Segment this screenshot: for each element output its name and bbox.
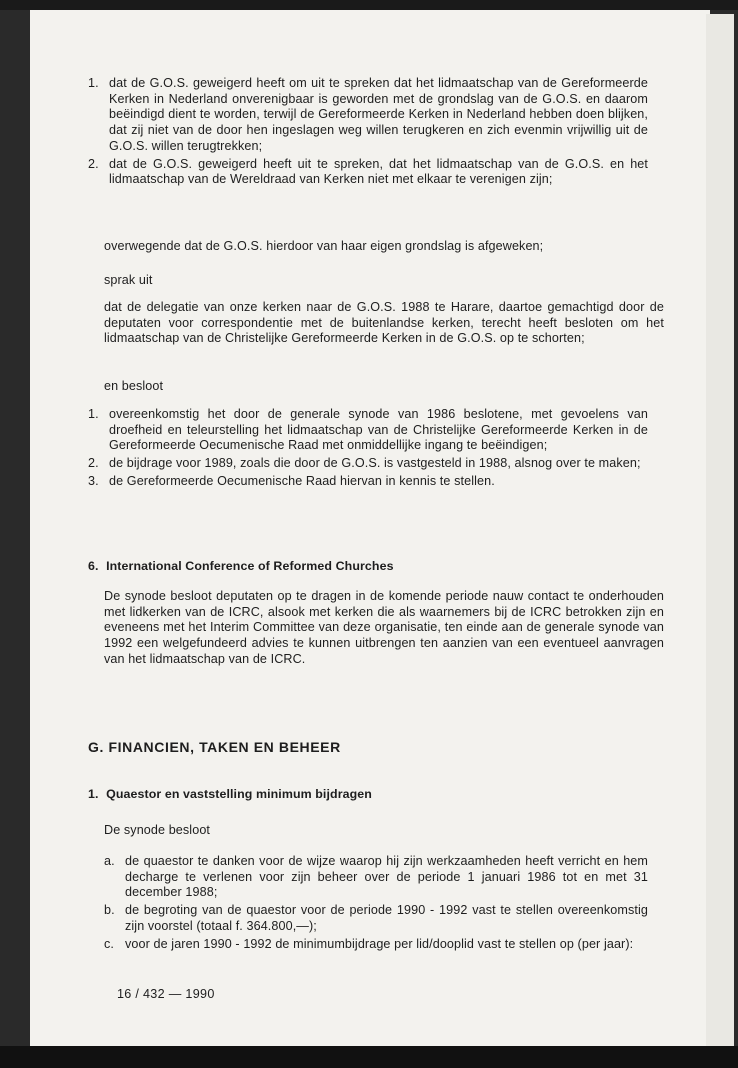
list-number: 2. <box>88 156 99 171</box>
scan-top-edge <box>0 0 738 10</box>
section-6-heading <box>88 559 648 575</box>
list-text: voor de jaren 1990 - 1992 de minimumbijdrage per lid/dooplid vast te stellen op (per jaar): <box>125 936 634 951</box>
list-text: dat de G.O.S. geweigerd heeft om uit te spreken dat het lidmaatschap van de Gereformeerde Kerken in Nederland onverenigbaar is geworden met de grondslag van de G.O.S. en daarom beëindigd dient te worden, terwijl de Gereformeerde Kerken in Nederland hebben doen blijken, dat zij niet van de door hen ingeslagen weg willen terugkeren en zich evenmin vrijwillig uit de G.O.S. willen terugtrekken; <box>109 76 648 153</box>
list-number: 2. <box>88 456 99 471</box>
section-g-heading: G. FINANCIEN, TAKEN EN BEHEER <box>88 739 341 755</box>
section-title: Quaestor en vaststelling minimum bijdragen <box>106 787 372 801</box>
list-item <box>88 937 648 953</box>
list-number: 3. <box>88 473 99 488</box>
decision-list <box>88 407 648 490</box>
section-6-text: De synode besloot deputaten op te dragen in de komende periode nauw contact te onderhouden met lidkerken van de ICRC, alsook met kerken die als waarnemers bij de ICRC betrokken zijn en eveneens met het Interim Committee van deze organisatie, ten einde aan de generale synode van 1992 een welgefundeerd advies te kunnen uitbrengen ten aanzien van een eventueel aanvragen van het lidmaatschap van de ICRC. <box>104 589 664 666</box>
list-text: de quaestor te danken voor de wijze waarop hij zijn werkzaamheden heeft verricht en hem decharge te verlenen voor zijn beheer over de periode 1 januari 1986 tot en met 31 december 1988; <box>125 854 648 900</box>
list-text: de bijdrage voor 1989, zoals die door de G.O.S. is vastgesteld in 1988, alsnog over te maken; <box>109 456 641 471</box>
section-number: 1. <box>88 787 99 801</box>
section-title: International Conference of Reformed Churches <box>106 559 394 573</box>
list-text: overeenkomstig het door de generale synode van 1986 beslotene, met gevoelens van droefheid en teleurstelling het lidmaatschap van de Christelijke Gereformeerde Kerken in de Gereformeerde Oecumenische Raad met onmiddellijke ingang te beëindigen; <box>109 407 648 453</box>
section-g1-intro: De synode besloot <box>104 823 211 837</box>
list-item <box>88 903 648 934</box>
list-item <box>88 76 648 155</box>
list-text: dat de G.O.S. geweigerd heeft uit te spreken, dat het lidmaatschap van de G.O.S. en het lidmaatschap van de Wereldraad van Kerken niet met elkaar te verenigen zijn; <box>109 156 648 187</box>
list-item <box>88 407 648 454</box>
scan-bottom-edge <box>0 1046 738 1068</box>
next-page-edge <box>706 14 734 1046</box>
list-text: de Gereformeerde Oecumenische Raad hiervan in kennis te stellen. <box>109 473 495 488</box>
list-number: 1. <box>88 407 99 421</box>
list-item <box>88 456 648 472</box>
list-letter: c. <box>104 936 114 951</box>
list-letter: a. <box>104 854 115 868</box>
list-letter: b. <box>104 903 115 918</box>
overwegende-paragraph: overwegende dat de G.O.S. hierdoor van haar eigen grondslag is afgeweken; <box>104 239 544 253</box>
quaestor-list <box>88 854 648 952</box>
section-number: 6. <box>88 559 99 573</box>
en-besloot-label: en besloot <box>104 379 164 393</box>
list-item <box>88 854 648 901</box>
sprak-uit-label: sprak uit <box>104 273 153 287</box>
list-item <box>88 157 648 188</box>
list-number: 1. <box>88 76 99 90</box>
list-item <box>88 474 648 490</box>
list-text: de begroting van de quaestor voor de periode 1990 - 1992 vast te stellen overeenkomstig zijn voorstel (totaal f. 364.800,—); <box>125 903 648 933</box>
delegatie-paragraph: dat de delegatie van onze kerken naar de G.O.S. 1988 te Harare, daartoe gemachtigd door de deputaten voor correspondentie met de buitenlandse kerken, terecht heeft besloten om het lidmaatschap van de Christelijke Gereformeerde Kerken in de G.O.S. op te schorten; <box>104 300 664 346</box>
page-footer: 16 / 432 — 1990 <box>117 987 215 1001</box>
section-g1-heading <box>88 787 648 803</box>
grounds-list <box>88 76 648 188</box>
